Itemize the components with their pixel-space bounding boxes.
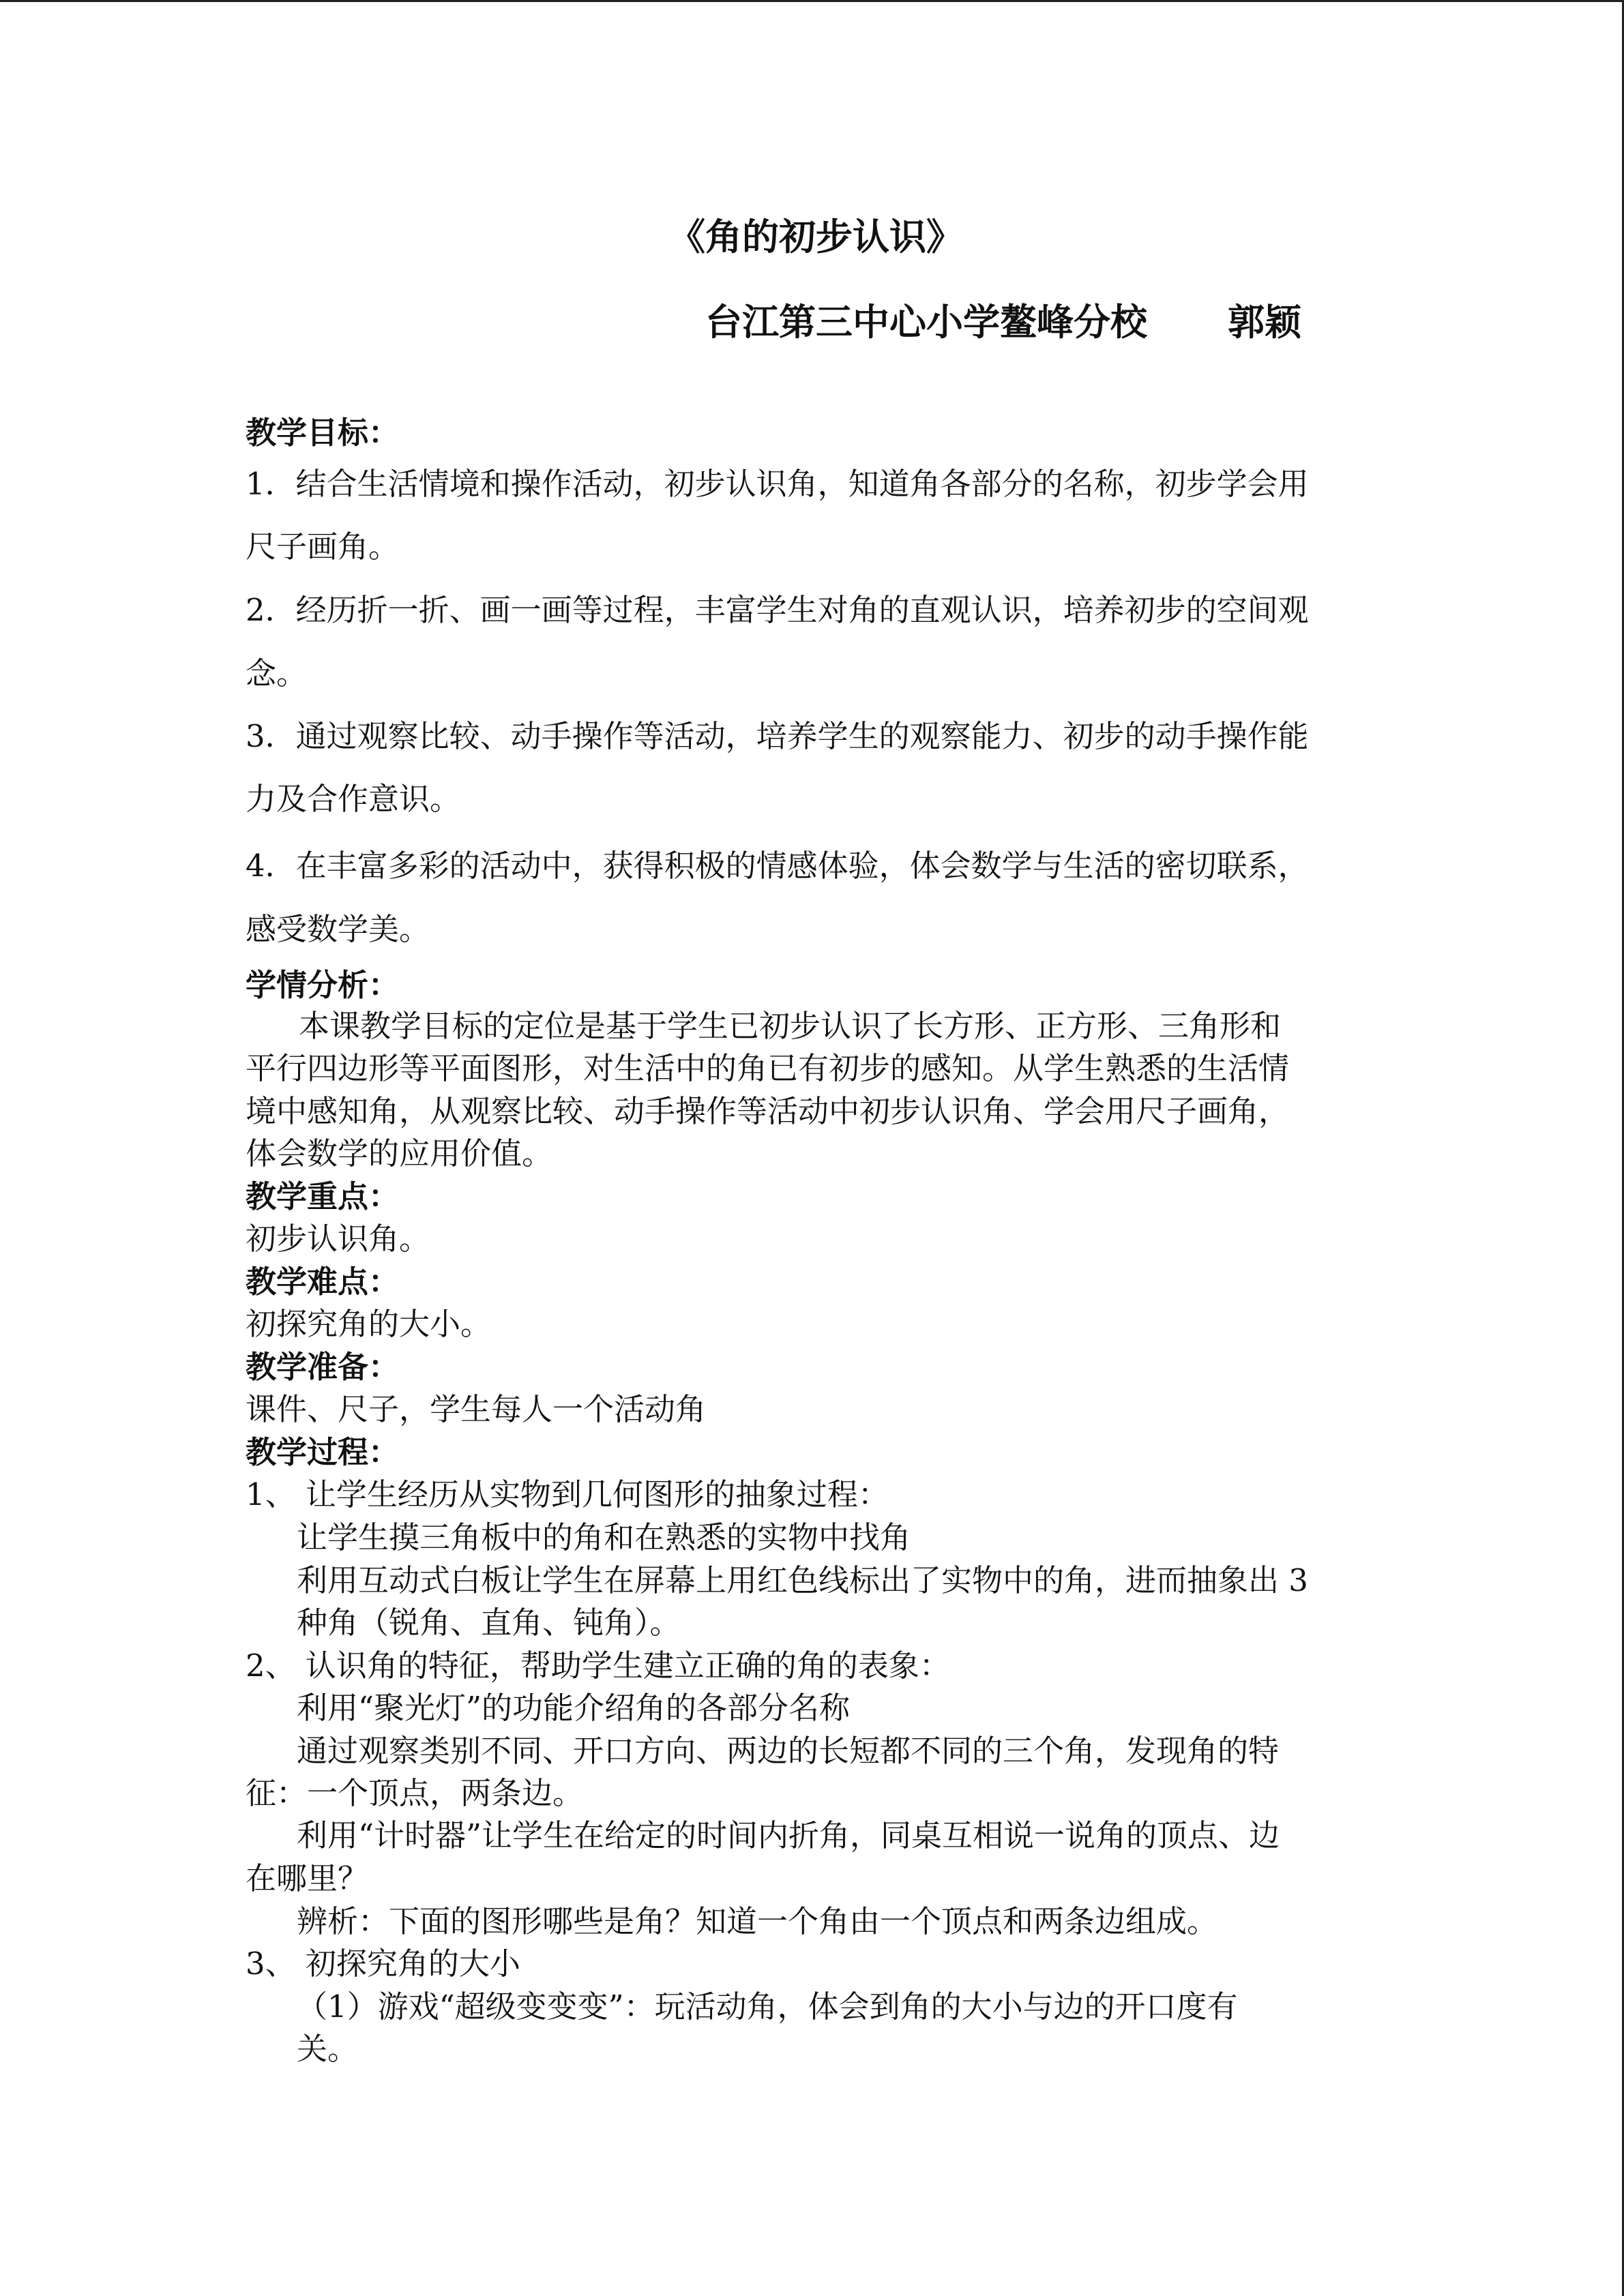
objective-line: 感受数学美。 [246, 911, 430, 947]
page-border-top [0, 0, 1624, 2]
process-line: 利用“计时器”让学生在给定的时间内折角，同桌互相说一说角的顶点、边 [297, 1817, 1280, 1853]
school-name: 台江第三中心小学鳌峰分校 [705, 301, 1147, 344]
process-step-heading: 2、 认识角的特征，帮助学生建立正确的角的表象： [246, 1648, 950, 1684]
process-line: 通过观察类别不同、开口方向、两边的长短都不同的三个角，发现角的特 [297, 1733, 1280, 1769]
analysis-line: 体会数学的应用价值。 [246, 1135, 553, 1172]
process-heading: 教学过程： [246, 1434, 400, 1470]
process-line: 关。 [297, 2031, 359, 2067]
difficulty-heading: 教学难点： [246, 1264, 400, 1300]
author-line [705, 302, 1301, 343]
process-step-heading: 1、 让学生经历从实物到几何图形的抽象过程： [246, 1476, 889, 1512]
process-line: 利用互动式白板让学生在屏幕上用红色线标出了实物中的角，进而抽象出 3 [297, 1562, 1308, 1598]
analysis-line: 平行四边形等平面图形，对生活中的角已有初步的感知。从学生熟悉的生活情 [246, 1050, 1290, 1086]
author-name: 郭颖 [1228, 301, 1301, 344]
objective-line: 4．在丰富多彩的活动中，获得积极的情感体验，体会数学与生活的密切联系， [246, 848, 1309, 884]
objective-line: 2．经历折一折、画一画等过程，丰富学生对角的直观认识，培养初步的空间观 [246, 592, 1309, 628]
process-line: 征：一个顶点，两条边。 [246, 1775, 584, 1811]
process-step-heading: 3、 初探究角的大小 [246, 1945, 520, 1982]
objective-line: 1．结合生活情境和操作活动，初步认识角，知道角各部分的名称，初步学会用 [246, 466, 1309, 502]
process-line: 种角（锐角、直角、钝角）。 [297, 1605, 681, 1641]
preparation-heading: 教学准备： [246, 1349, 400, 1385]
preparation-text: 课件、尺子，学生每人一个活动角 [246, 1391, 707, 1427]
process-line: 辨析：下面的图形哪些是角？知道一个角由一个顶点和两条边组成。 [297, 1903, 1218, 1939]
objective-line: 尺子画角。 [246, 528, 400, 565]
key-point-text: 初步认识角。 [246, 1221, 430, 1257]
analysis-line: 本课教学目标的定位是基于学生已初步认识了长方形、正方形、三角形和 [299, 1008, 1282, 1044]
difficulty-text: 初探究角的大小。 [246, 1306, 492, 1342]
process-line: 让学生摸三角板中的角和在熟悉的实物中找角 [297, 1519, 911, 1555]
process-line: 利用“聚光灯”的功能介绍角的各部分名称 [297, 1690, 851, 1726]
key-point-heading: 教学重点： [246, 1178, 400, 1214]
process-line: 在哪里？ [246, 1860, 369, 1896]
process-line: （1）游戏“超级变变变”：玩活动角，体会到角的大小与边的开口度有 [297, 1988, 1238, 2025]
objective-line: 3．通过观察比较、动手操作等活动，培养学生的观察能力、初步的动手操作能 [246, 718, 1309, 754]
document-title: 《角的初步认识》 [668, 215, 963, 258]
objective-line: 力及合作意识。 [246, 781, 461, 817]
analysis-line: 境中感知角，从观察比较、动手操作等活动中初步认识角、学会用尺子画角， [246, 1093, 1290, 1129]
objective-line: 念。 [246, 655, 308, 691]
objectives-heading: 教学目标： [246, 415, 400, 451]
analysis-heading: 学情分析： [246, 967, 400, 1003]
